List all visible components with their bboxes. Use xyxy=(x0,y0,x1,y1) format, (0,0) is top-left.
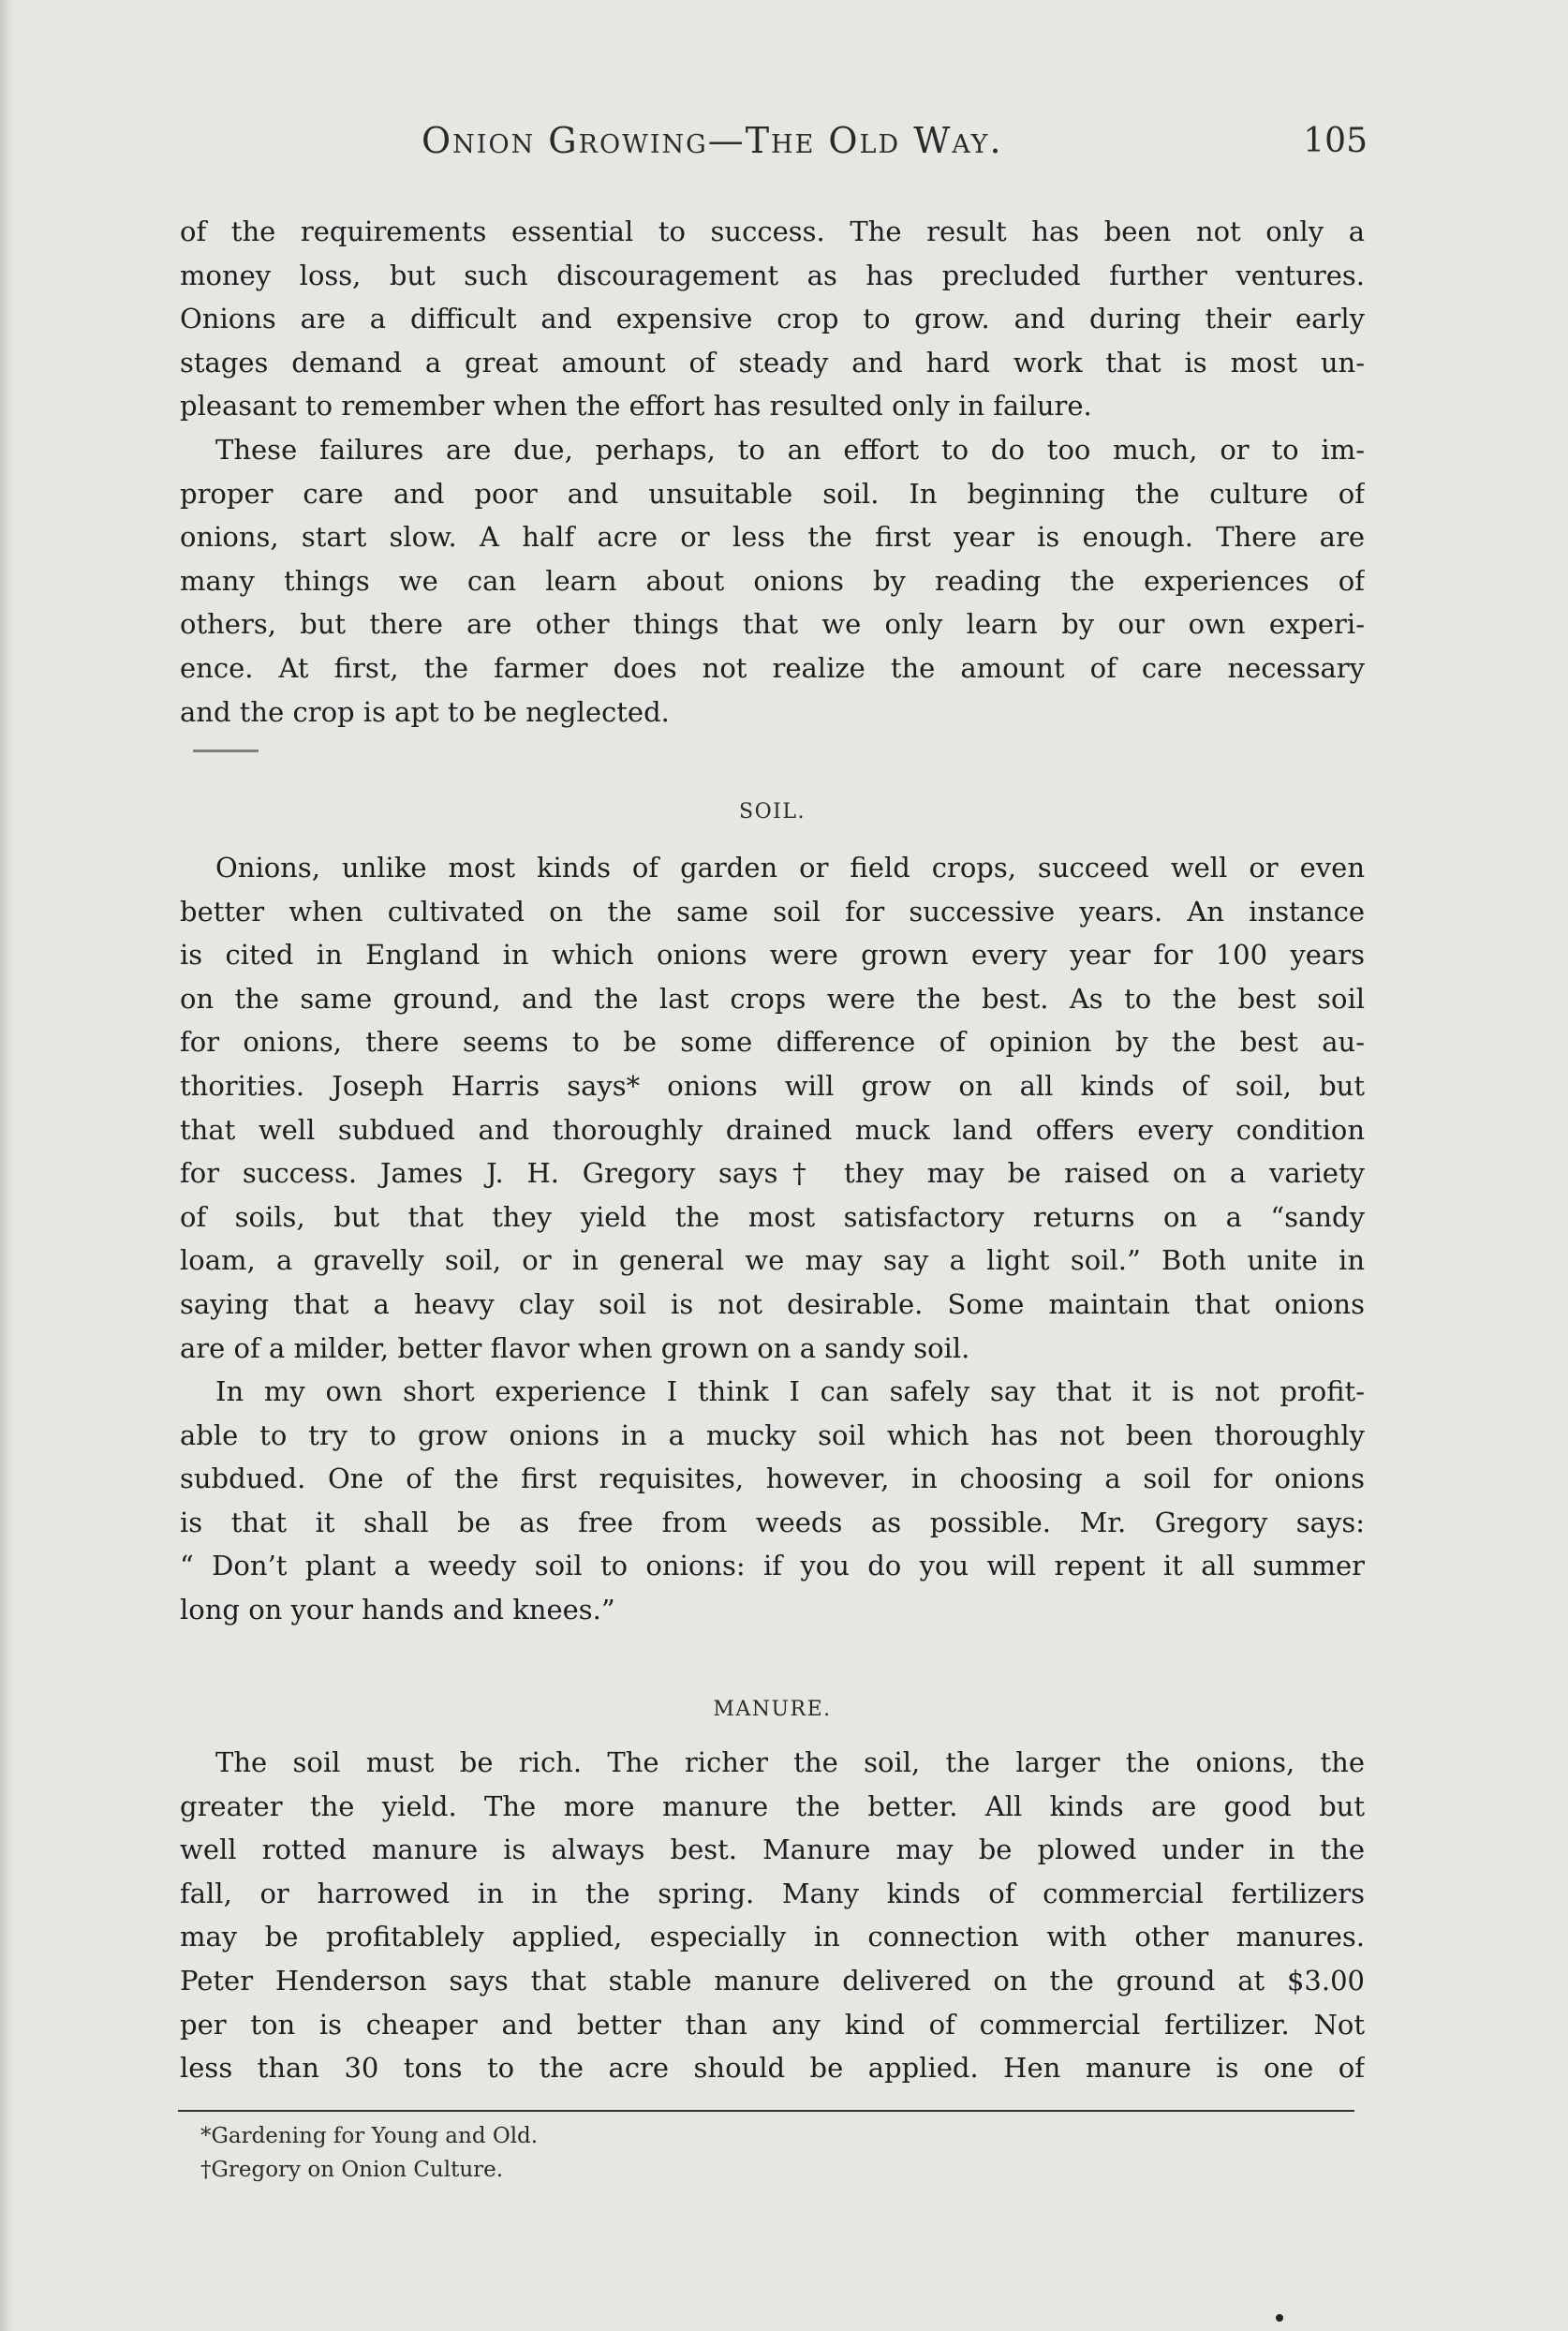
soil-paragraph-1 xyxy=(180,846,1365,1370)
text-line: others, but there are other things that we only learn by our own experi- xyxy=(180,608,1365,641)
text-line: is that it shall be as free from weeds as possible. Mr. Gregory says: xyxy=(180,1506,1365,1538)
text-line: of soils, but that they yield the most satisfactory returns on a “sandy xyxy=(180,1200,1365,1233)
text-line: many things we can learn about onions by reading the experiences of xyxy=(180,564,1365,597)
text-line: that well subdued and thoroughly drained muck land offers every condition xyxy=(180,1113,1365,1146)
text-line: subdued. One of the first requisites, however, in choosing a soil for onions xyxy=(180,1462,1365,1495)
manure-heading: MANURE. xyxy=(713,1698,832,1721)
footnote: *Gardening for Young and Old. xyxy=(200,2124,539,2148)
footnote-rule xyxy=(178,2110,1354,2112)
text-line: “ Don’t plant a weedy soil to onions: if you do you will repent it all summer xyxy=(180,1550,1365,1582)
soil-heading: SOIL. xyxy=(739,800,806,824)
text-line: of the requirements essential to success. The result has been not only a xyxy=(180,215,1365,247)
intro-paragraph-2 xyxy=(180,428,1365,734)
text-line: saying that a heavy clay soil is not desirable. Some maintain that onions xyxy=(180,1287,1365,1320)
text-line: proper care and poor and unsuitable soil. In beginning the culture of xyxy=(180,477,1365,510)
text-line: may be profitablely applied, especially in connection with other manures. xyxy=(180,1921,1365,1953)
running-head xyxy=(178,120,1368,176)
text-line: are of a milder, better flavor when grown on a sandy soil. xyxy=(180,1331,970,1364)
text-line: is cited in England in which onions were grown every year for 100 years xyxy=(180,939,1365,972)
footnote: †Gregory on Onion Culture. xyxy=(200,2158,504,2182)
text-line: for onions, there seems to be some difference of opinion by the best au- xyxy=(180,1026,1365,1059)
text-line: onions, start slow. A half acre or less the first year is enough. There are xyxy=(180,521,1365,554)
intro-paragraph-1 xyxy=(180,210,1365,428)
text-line: ence. At first, the farmer does not realize the amount of care necessary xyxy=(180,651,1365,684)
text-line: and the crop is apt to be neglected. xyxy=(180,695,670,728)
text-line: on the same ground, and the last crops were the best. As to the best soil xyxy=(180,982,1365,1015)
print-speck xyxy=(1276,2314,1283,2322)
text-line: long on your hands and knees.” xyxy=(180,1593,615,1626)
running-title: Onion Growing—The Old Way. xyxy=(422,120,1003,161)
text-line: stages demand a great amount of steady and hard work that is most un- xyxy=(180,346,1365,379)
text-line: loam, a gravelly soil, or in general we may say a light soil.” Both unite in xyxy=(180,1244,1365,1277)
text-line: money loss, but such discouragement as has precluded further ventures. xyxy=(180,259,1365,291)
text-line: less than 30 tons to the acre should be applied. Hen manure is one of xyxy=(180,2052,1365,2085)
manure-paragraph-1 xyxy=(180,1741,1365,2090)
text-line: Peter Henderson says that stable manure delivered on the ground at $3.00 xyxy=(180,1964,1365,1997)
text-line: These failures are due, perhaps, to an effort to do too much, or to im- xyxy=(215,434,1365,466)
text-line: greater the yield. The more manure the better. All kinds are good but xyxy=(180,1789,1365,1822)
page-edge-shadow xyxy=(0,0,13,2331)
text-line: Onions are a difficult and expensive crop to grow. and during their early xyxy=(180,303,1365,335)
text-line: per ton is cheaper and better than any kind of commercial fertilizer. Not xyxy=(180,2008,1365,2041)
text-line: better when cultivated on the same soil for successive years. An instance xyxy=(180,895,1365,928)
soil-paragraph-2 xyxy=(180,1370,1365,1632)
text-line: Onions, unlike most kinds of garden or field crops, succeed well or even xyxy=(215,852,1365,883)
text-line: In my own short experience I think I can safely say that it is not profit- xyxy=(215,1375,1365,1407)
text-line: fall, or harrowed in in the spring. Many kinds of commercial fertilizers xyxy=(180,1877,1365,1909)
footnotes xyxy=(200,2119,1137,2187)
text-line: for success. James J. H. Gregory says† they may be raised on a variety xyxy=(180,1157,1365,1190)
text-line: able to try to grow onions in a mucky soil which has not been thoroughly xyxy=(180,1418,1365,1451)
text-line: pleasant to remember when the effort has resulted only in failure. xyxy=(180,390,1092,423)
text-line: thorities. Joseph Harris says* onions will grow on all kinds of soil, but xyxy=(180,1069,1365,1102)
text-line: well rotted manure is always best. Manure may be plowed under in the xyxy=(180,1834,1365,1866)
print-dash-mark xyxy=(193,750,259,752)
text-line: The soil must be rich. The richer the soil, the larger the onions, the xyxy=(215,1746,1365,1778)
page-number: 105 xyxy=(1303,122,1368,160)
